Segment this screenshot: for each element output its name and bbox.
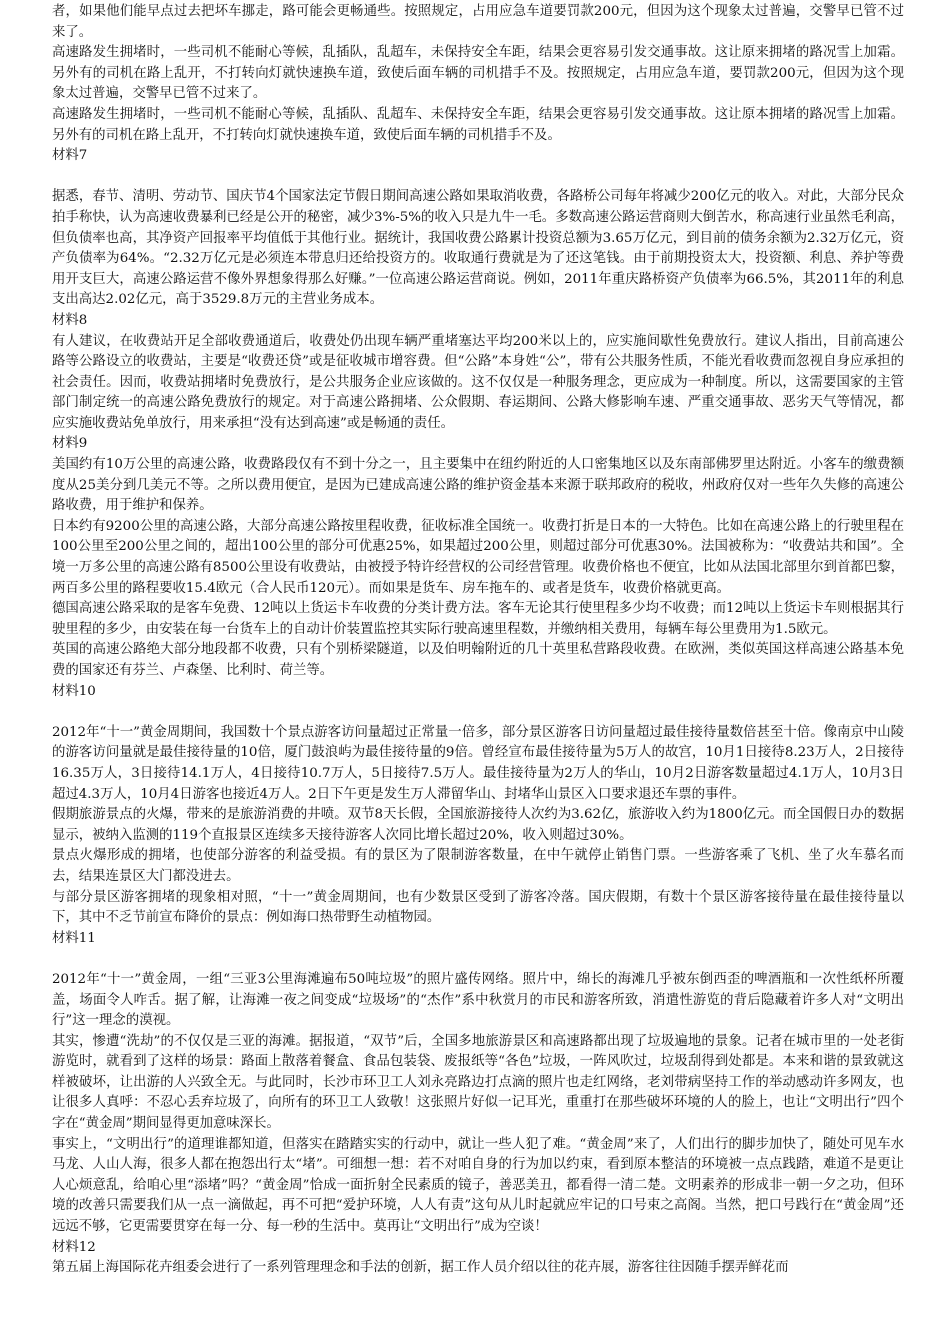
blank-line <box>52 949 904 970</box>
doc-paragraph: 据悉，春节、清明、劳动节、国庆节4个国家法定节假日期间高速公路如果取消收费，各路桥公司每年将减少200亿元的收入。对此，大部分民众拍手称快，认为高速收费暴利已经是公开的秘密，减少3%-5%的收入只是九牛一毛。多数高速公路运营商则大倒苦水，称高速行业虽然毛利高，但负债率也高，其净资产回报率平均值低于其他行业。据统计，我国收费公路累计投资总额为3.65万亿元，到目前的债务余额为2.32万亿元，资产负债率为64%。“2.32万亿元是必须连本带息归还给投资方的。收取通行费就是为了还这笔钱。由于前期投资太大，投资额、利息、养护等费用开支巨大，高速公路运营不像外界想象得那么好赚。”一位高速公路运营商说。例如，2011年重庆路桥资产负债率为66.5%，其2011年的利息支出高达2.02亿元，高于3529.8万元的主营业务成本。 <box>52 189 904 308</box>
doc-paragraph: 事实上，“文明出行”的道理谁都知道，但落实在踏踏实实的行动中，就让一些人犯了难。“黄金周”来了，人们出行的脚步加快了，随处可见车水马龙、人山人海，很多人都在抱怨出行太“堵”。可细想一想：若不对咱自身的行为加以约束，看到原本整洁的环境被一点点践踏，难道不是更让人心烦意乱，给咱心里“添堵”吗？“黄金周”恰成一面折射全民素质的镜子，善恶美丑，都看得一清二楚。文明素养的形成非一朝一夕之功，但环境的改善只需要我们从一点一滴做起，再不可把“爱护环境，人人有责”这句从儿时起就应牢记的口号束之高阁。当然，把口号践行在“黄金周”还远远不够，它更需要贯穿在每一分、每一秒的生活中。莫再让“文明出行”成为空谈！ <box>52 1136 904 1235</box>
doc-paragraph: 假期旅游景点的火爆，带来的是旅游消费的井喷。双节8天长假，全国旅游接待人次约为3.62亿，旅游收入约为1800亿元。而全国假日办的数据显示，被纳入监测的119个直报景区连续多天接待游客人次同比增长超过20%，收入则超过30%。 <box>52 807 904 843</box>
doc-paragraph: 2012年“十一”黄金周，一组“三亚3公里海滩遍布50吨垃圾”的照片盛传网络。照片中，绵长的海滩几乎被东倒西歪的啤酒瓶和一次性纸杯所覆盖，场面令人咋舌。据了解，让海滩一夜之间变成“垃圾场”的“杰作”系中秋赏月的市民和游客所致，消遣性游览的背后隐藏着许多人对“文明出行”这一理念的漠视。 <box>52 971 904 1029</box>
material-label: 材料12 <box>52 1239 96 1255</box>
doc-block: 者，如果他们能早点过去把坏车挪走，路可能会更畅通些。按照规定，占用应急车道要罚款200元，但因为这个现象太过普遍，交警早已管不过来了。 <box>52 4 904 40</box>
doc-paragraph: 有人建议，在收费站开足全部收费通道后，收费处仍出现车辆严重堵塞达平均200米以上的，应实施间歇性免费放行。建议人指出，目前高速公路等公路设立的收费站，主要是“收费还贷”或是征收城市增容费。但“公路”本身姓“公”，带有公共服务性质，不能光看收费而忽视自身应承担的社会责任。因而，收费站拥堵时免费放行，是公共服务企业应该做的。这不仅仅是一种服务理念，更应成为一种制度。所以，这需要国家的主管部门制定统一的高速公路免费放行的规定。对于高速公路拥堵、公众假期、春运期间、公路大修影响车速、严重交通事故、恶劣天气等情况，都应实施收费站免单放行，用来承担“没有达到高速”或是畅通的责任。 <box>52 333 904 431</box>
blank-line <box>52 167 904 188</box>
material-label: 材料11 <box>52 930 96 946</box>
doc-paragraph: 德国高速公路采取的是客车免费、12吨以上货运卡车收费的分类计费方法。客车无论其行使里程多少均不收费；而12吨以上货运卡车则根据其行驶里程的多少，由安装在每一台货车上的自动计价装置监控其实际行驶高速里程数，并缴纳相关费用，每辆车每公里费用为1.5欧元。 <box>52 601 904 637</box>
doc-paragraph: 其实，惨遭“洗劫”的不仅仅是三亚的海滩。据报道，“双节”后，全国多地旅游景区和高速路都出现了垃圾遍地的景象。记者在城市里的一处老街游览时，就看到了这样的场景：路面上散落着餐盒、食品包装袋、废报纸等“各色”垃圾，一阵风吹过，垃圾刮得到处都是。本来和谐的景致就这样被破坏，让出游的人兴致全无。与此同时，长沙市环卫工人刘永亮路边打点滴的照片也走红网络，老刘带病坚持工作的举动感动许多网友，也让很多人真呼：不忍心丢弃垃圾了，向所有的环卫工人致敬！这张照片好似一记耳光，重重打在那些破坏环境的人的脸上，也让“文明出行”四个字在“黄金周”期间显得更加意味深长。 <box>52 1033 904 1132</box>
material-label: 材料8 <box>52 312 88 328</box>
material-label: 材料9 <box>52 436 88 452</box>
doc-paragraph: 景点火爆形成的拥堵，也使部分游客的利益受损。有的景区为了限制游客数量，在中午就停止销售门票。一些游客乘了飞机、坐了火车慕名而去，结果连景区大门都没进去。 <box>52 848 904 884</box>
doc-paragraph: 日本约有9200公里的高速公路，大部分高速公路按里程收费，征收标准全国统一。收费打折是日本的一大特色。比如在高速公路上的行驶里程在100公里至200公里之间的，超出100公里的部分可优惠25%，如果超过200公里，则超过部分可优惠30%。法国被称为：“收费站共和国”。全境一万多公里的高速公路有8500公里设有收费站，由被授予特许经营权的公司经营管理。收费价格也不便宜，比如从法国北部里尔到首都巴黎，两百多公里的路程要收15.4欧元（合人民币120元）。而如果是货车、房车拖车的、或者是货车，收费价格就更高。 <box>52 518 904 596</box>
material-label: 材料10 <box>52 683 96 699</box>
doc-paragraph: 英国的高速公路绝大部分地段都不收费，只有个别桥梁隧道，以及伯明翰附近的几十英里私营路段收费。在欧洲，类似英国这样高速公路基本免费的国家还有芬兰、卢森堡、比利时、荷兰等。 <box>52 642 904 678</box>
material-label: 材料7 <box>52 148 88 164</box>
doc-paragraph: 高速路发生拥堵时，一些司机不能耐心等候，乱插队，乱超车，未保持安全车距，结果会更容易引发交通事故。这让原来拥堵的路况雪上加霜。另外有的司机在路上乱开，不打转向灯就快速换车道，致使后面车辆的司机措手不及。按照规定，占用应急车道，要罚款200元，但因为这个现象太过普遍，交警早已管不过来了。 <box>52 45 904 102</box>
doc-paragraph: 第五届上海国际花卉组委会进行了一系列管理理念和手法的创新，据工作人员介绍以往的花卉展，游客往往因随手摆弄鲜花而 <box>52 1260 789 1276</box>
doc-paragraph: 与部分景区游客拥堵的现象相对照，“十一”黄金周期间，也有少数景区受到了游客冷落。国庆假期，有数十个景区游客接待量在最佳接待量以下，其中不乏节前宣布降价的景点：例如海口热带野生动植物园。 <box>52 889 904 926</box>
doc-paragraph: 美国约有10万公里的高速公路，收费路段仅有不到十分之一，且主要集中在纽约附近的人口密集地区以及东南部佛罗里达附近。小客车的缴费额度从25美分到几美元不等。之所以费用便宜，是因为已建成高速公路的维护资金基本来源于联邦政府的税收，州政府仅对一些年久失修的高速公路收费，用于维护和保养。 <box>52 457 904 514</box>
blank-line <box>52 702 904 723</box>
doc-paragraph: 高速路发生拥堵时，一些司机不能耐心等候，乱插队、乱超车、未保持安全车距，结果会更容易引发交通事故。这让原本拥堵的路况雪上加霜。另外有的司机在路上乱开，不打转向灯就快速换车道，致使后面车辆的司机措手不及。 <box>52 106 904 143</box>
doc-paragraph: 2012年“十一”黄金周期间，我国数十个景点游客访问量超过正常量一倍多，部分景区游客日访问量超过最佳接待量数倍甚至十倍。像南京中山陵的游客访问量就是最佳接待量的10倍，厦门鼓浪屿为最佳接待量的9倍。曾经宣布最佳接待量为5万人的故宫，10月1日接待8.23万人，2日接待16.35万人，3日接待14.1万人，4日接待10.7万人，5日接待7.5万人。最佳接待量为2万人的华山，10月2日游客数量超过4.1万人，10月3日超过4.3万人，10月4日游客也接近4万人。2日下午更是发生万人滞留华山、封堵华山景区入口要求退还车票的事件。 <box>52 724 904 802</box>
